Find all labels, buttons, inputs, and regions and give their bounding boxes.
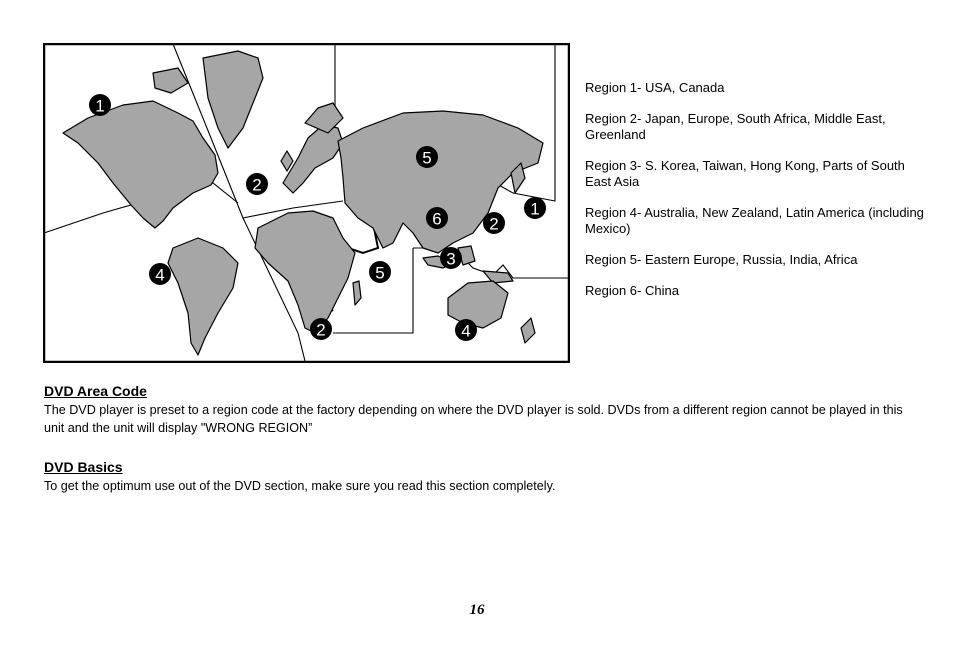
world-region-map xyxy=(43,43,570,363)
svg-text:6: 6 xyxy=(432,209,442,229)
svg-text:1: 1 xyxy=(95,96,105,116)
legend-region-1: Region 1- USA, Canada xyxy=(585,80,725,95)
dvd-area-code-heading: DVD Area Code xyxy=(44,383,147,399)
svg-text:1: 1 xyxy=(530,199,540,219)
legend-region-3: Region 3- S. Korea, Taiwan, Hong Kong, Parts of South East Asia xyxy=(585,158,905,189)
legend-region-4: Region 4- Australia, New Zealand, Latin America (including Mexico) xyxy=(585,205,924,236)
legend-region-6: Region 6- China xyxy=(585,283,679,298)
svg-text:4: 4 xyxy=(461,321,471,341)
marker-region-2-japan xyxy=(483,212,505,234)
svg-text:5: 5 xyxy=(375,263,385,283)
marker-region-4-south-america xyxy=(149,263,171,285)
marker-region-2-south-africa xyxy=(310,318,332,340)
svg-text:3: 3 xyxy=(446,249,456,269)
page-number: 16 xyxy=(469,602,485,618)
marker-region-5-africa xyxy=(369,261,391,283)
legend-region-2: Region 2- Japan, Europe, South Africa, Middle East, Greenland xyxy=(585,111,886,142)
marker-region-3-southeast-asia xyxy=(440,247,462,269)
marker-region-6-china xyxy=(426,207,448,229)
dvd-area-code-body: The DVD player is preset to a region code at the factory depending on where the DVD player is sold. DVDs from a different region cannot be played in this unit and the unit will display "WRONG REGION” xyxy=(44,403,903,435)
svg-text:2: 2 xyxy=(489,214,499,234)
svg-text:4: 4 xyxy=(155,265,165,285)
dvd-basics-heading: DVD Basics xyxy=(44,459,123,475)
legend-region-5: Region 5- Eastern Europe, Russia, India, Africa xyxy=(585,252,858,267)
svg-text:2: 2 xyxy=(316,320,326,340)
marker-region-1-pacific xyxy=(524,197,546,219)
dvd-area-code-section xyxy=(44,382,924,437)
dvd-basics-body: To get the optimum use out of the DVD section, make sure you read this section completely. xyxy=(44,479,556,493)
marker-region-5-russia xyxy=(416,146,438,168)
marker-region-1-americas xyxy=(89,94,111,116)
marker-region-4-australia xyxy=(455,319,477,341)
region-legend xyxy=(585,80,930,314)
dvd-basics-section xyxy=(44,458,924,495)
svg-text:2: 2 xyxy=(252,175,262,195)
marker-region-2-greenland xyxy=(246,173,268,195)
svg-text:5: 5 xyxy=(422,148,432,168)
